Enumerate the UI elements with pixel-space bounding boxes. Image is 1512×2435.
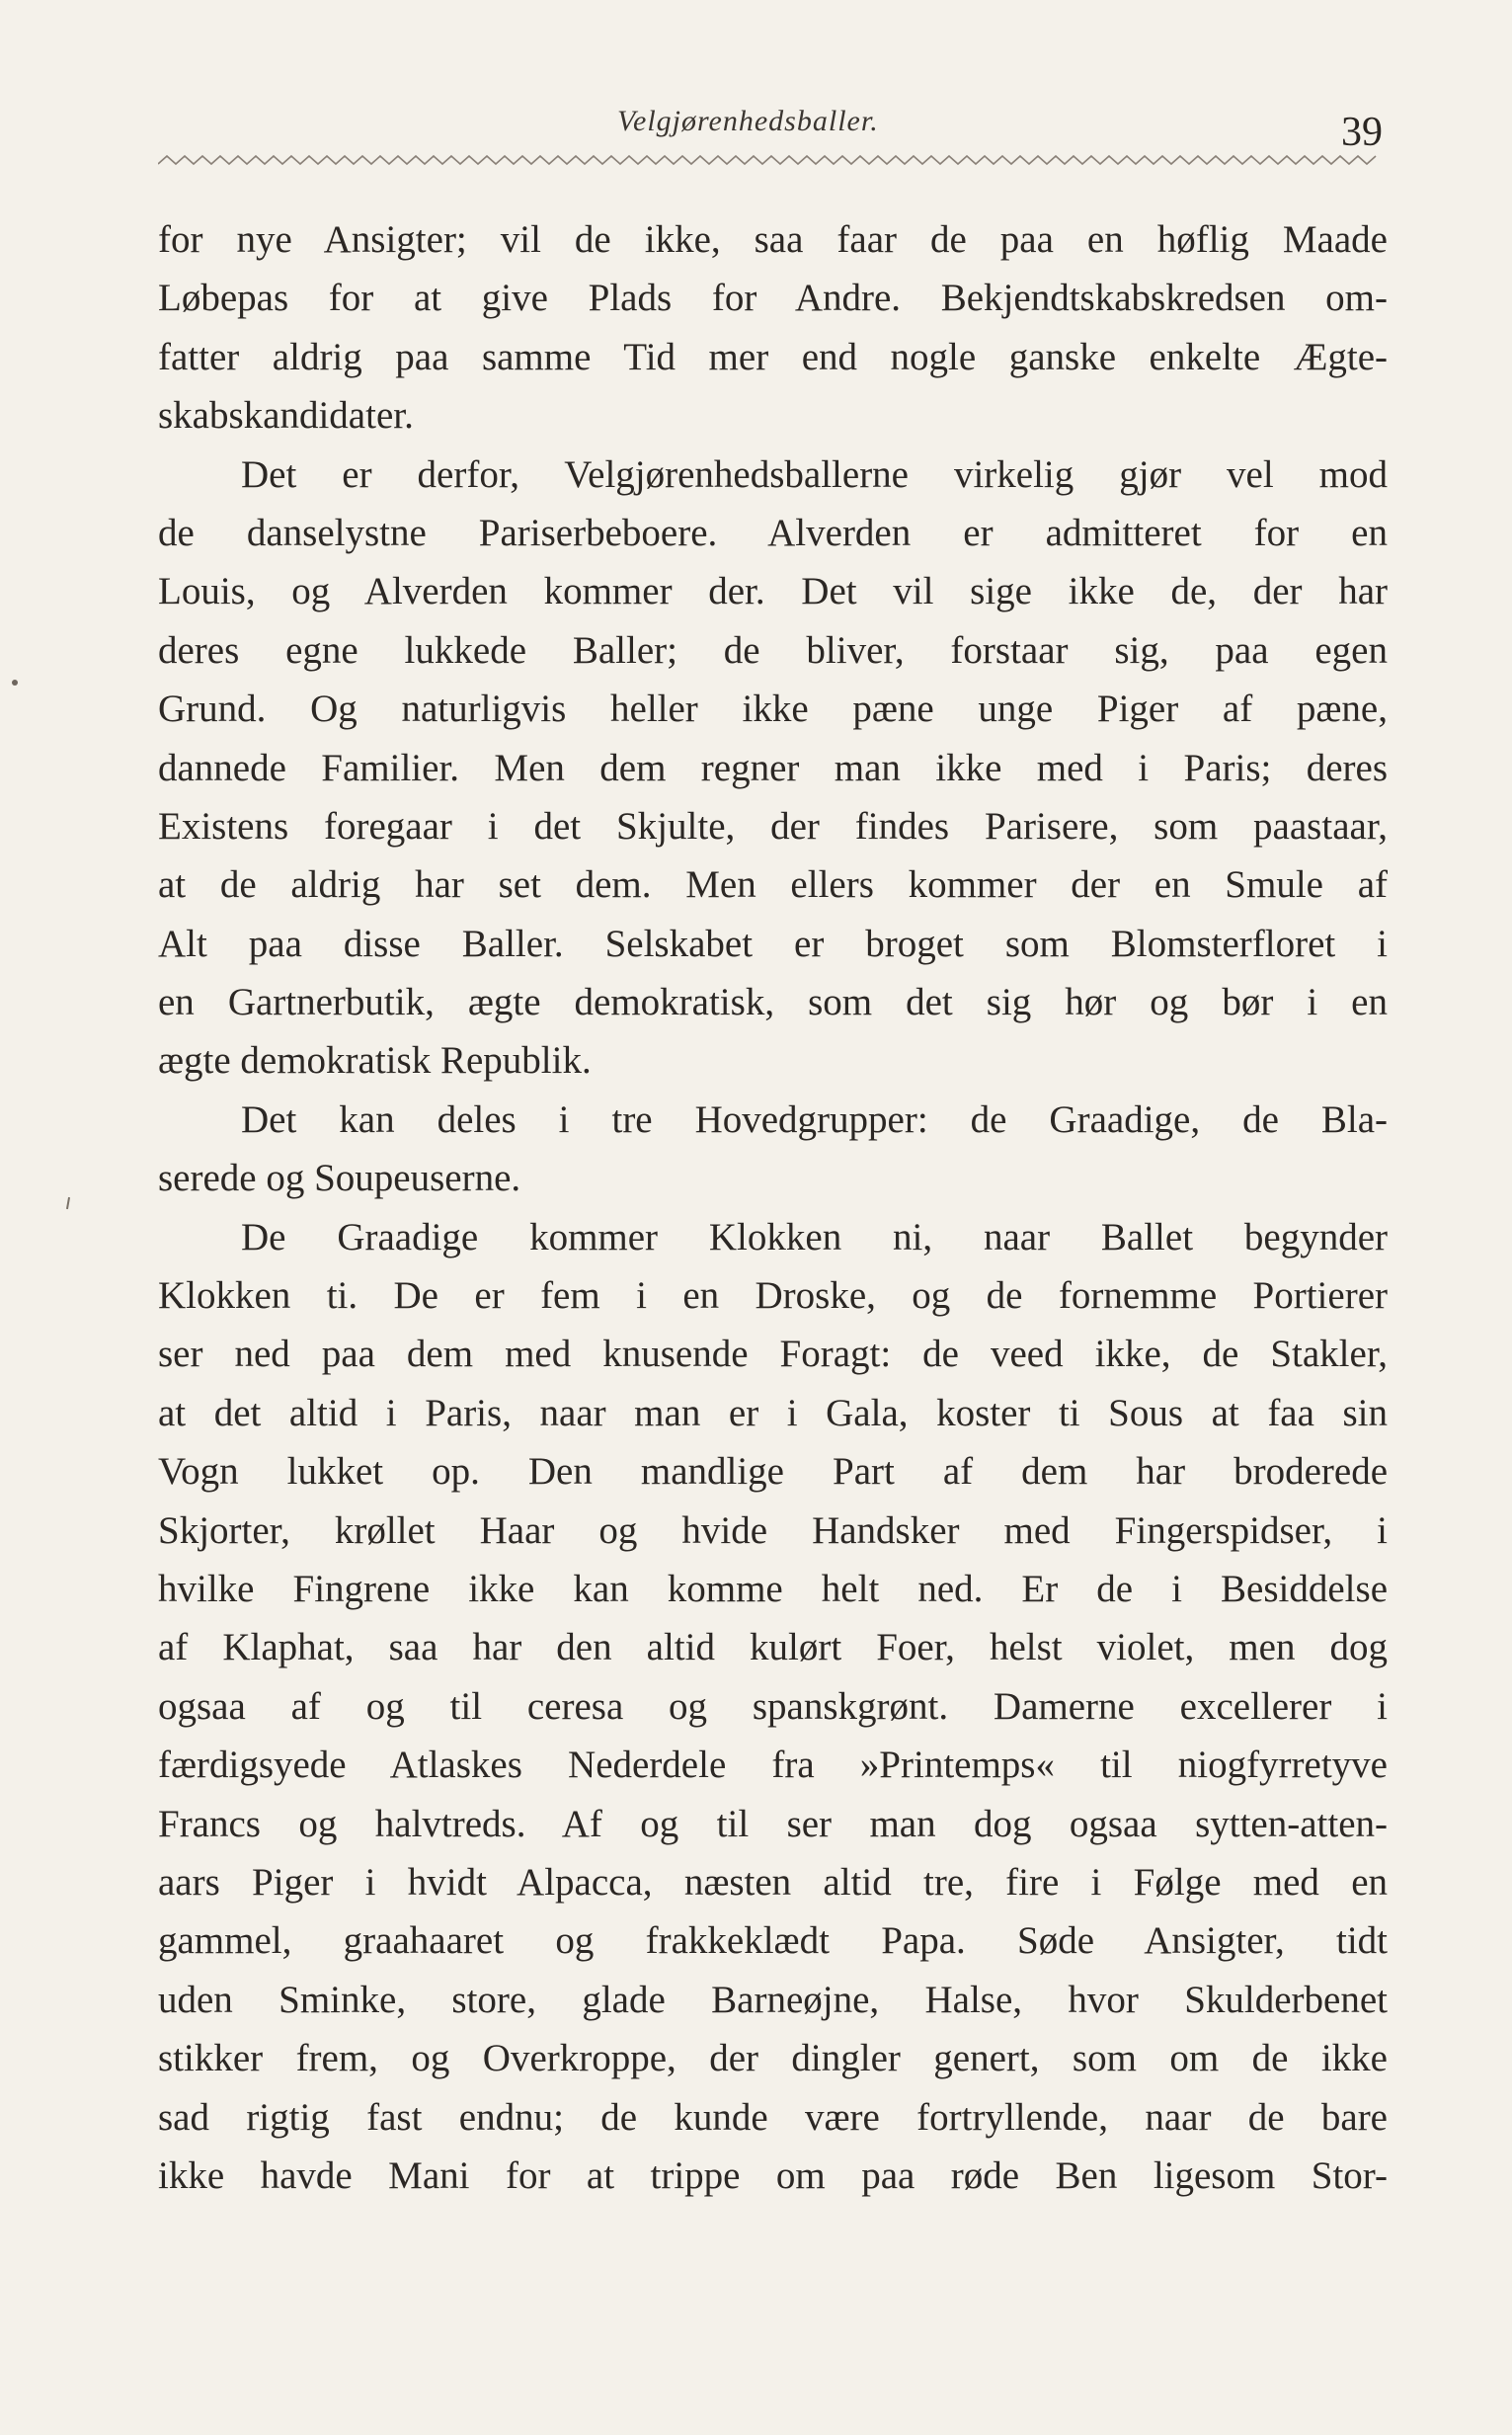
text-line: Louis, og Alverden kommer der. Det vil sige ikke de, der har <box>158 570 1388 613</box>
text-line: ikke havde Mani for at trippe om paa røde Ben ligesom Stor- <box>158 2153 1388 2197</box>
text-line: ser ned paa dem med knusende Foragt: de veed ikke, de Stakler, <box>158 1333 1388 1376</box>
text-line: De Graadige kommer Klokken ni, naar Ballet begynder <box>241 1215 1388 1258</box>
ornament-rule <box>158 153 1383 167</box>
text-line: ægte demokratisk Republik. <box>158 1039 592 1083</box>
text-line: Skjorter, krøllet Haar og hvide Handsker med Fingerspidser, i <box>158 1508 1388 1552</box>
text-line: at det altid i Paris, naar man er i Gala, koster ti Sous at faa sin <box>158 1391 1388 1434</box>
running-title: Velgjørenhedsballer. <box>617 105 879 137</box>
text-line: at de aldrig har set dem. Men ellers kommer der en Smule af <box>158 863 1388 907</box>
text-line: Løbepas for at give Plads for Andre. Bekjendtskabskredsen om- <box>158 277 1388 320</box>
text-line: af Klaphat, saa har den altid kulørt Foer, helst violet, men dog <box>158 1626 1388 1669</box>
text-line: serede og Soupeuserne. <box>158 1157 521 1200</box>
running-head <box>158 99 1383 158</box>
text-line: skabskandidater. <box>158 394 414 438</box>
text-line: Vogn lukket op. Den mandlige Part af dem har broderede <box>158 1450 1388 1494</box>
text-line: gammel, graahaaret og frakkeklædt Papa. Søde Ansigter, tidt <box>158 1919 1388 1963</box>
text-line: Klokken ti. De er fem i en Droske, og de fornemme Portierer <box>158 1274 1388 1318</box>
text-line: Det kan deles i tre Hovedgrupper: de Graadige, de Bla- <box>241 1097 1388 1141</box>
text-line: hvilke Fingrene ikke kan komme helt ned. Er de i Besiddelse <box>158 1567 1388 1610</box>
text-line: Det er derfor, Velgjørenhedsballerne virkelig gjør vel mod <box>241 452 1388 496</box>
text-line: ogsaa af og til ceresa og spanskgrønt. Damerne excellerer i <box>158 1684 1388 1728</box>
text-line: de danselystne Pariserbeboere. Alverden er admitteret for en <box>158 511 1388 554</box>
text-line: stikker frem, og Overkroppe, der dingler genert, som om de ikke <box>158 2037 1388 2080</box>
text-line: uden Sminke, store, glade Barneøjne, Halse, hvor Skulderbenet <box>158 1978 1388 2021</box>
text-line: Alt paa disse Baller. Selskabet er broget som Blomsterfloret i <box>158 922 1388 965</box>
text-line: færdigsyede Atlaskes Nederdele fra »Printemps« til niogfyrretyve <box>158 1744 1388 1787</box>
text-line: for nye Ansigter; vil de ikke, saa faar de paa en høflig Maade <box>158 218 1388 261</box>
page-number: 39 <box>1341 110 1383 155</box>
text-line: sad rigtig fast endnu; de kunde være fortryllende, naar de bare <box>158 2095 1388 2139</box>
margin-speck <box>66 1197 70 1209</box>
margin-speck <box>12 680 18 686</box>
text-line: en Gartnerbutik, ægte demokratisk, som det sig hør og bør i en <box>158 981 1388 1024</box>
text-block <box>158 210 1388 2205</box>
text-line: deres egne lukkede Baller; de bliver, forstaar sig, paa egen <box>158 628 1388 672</box>
text-line: Francs og halvtreds. Af og til ser man dog ogsaa sytten-atten- <box>158 1802 1388 1845</box>
text-line: fatter aldrig paa samme Tid mer end nogle ganske enkelte Ægte- <box>158 335 1388 378</box>
text-line: dannede Familier. Men dem regner man ikke med i Paris; deres <box>158 746 1388 789</box>
text-line: Grund. Og naturligvis heller ikke pæne unge Piger af pæne, <box>158 688 1388 731</box>
text-line: Existens foregaar i det Skjulte, der findes Parisere, som paastaar, <box>158 804 1388 848</box>
text-line: aars Piger i hvidt Alpacca, næsten altid tre, fire i Følge med en <box>158 1860 1388 1904</box>
